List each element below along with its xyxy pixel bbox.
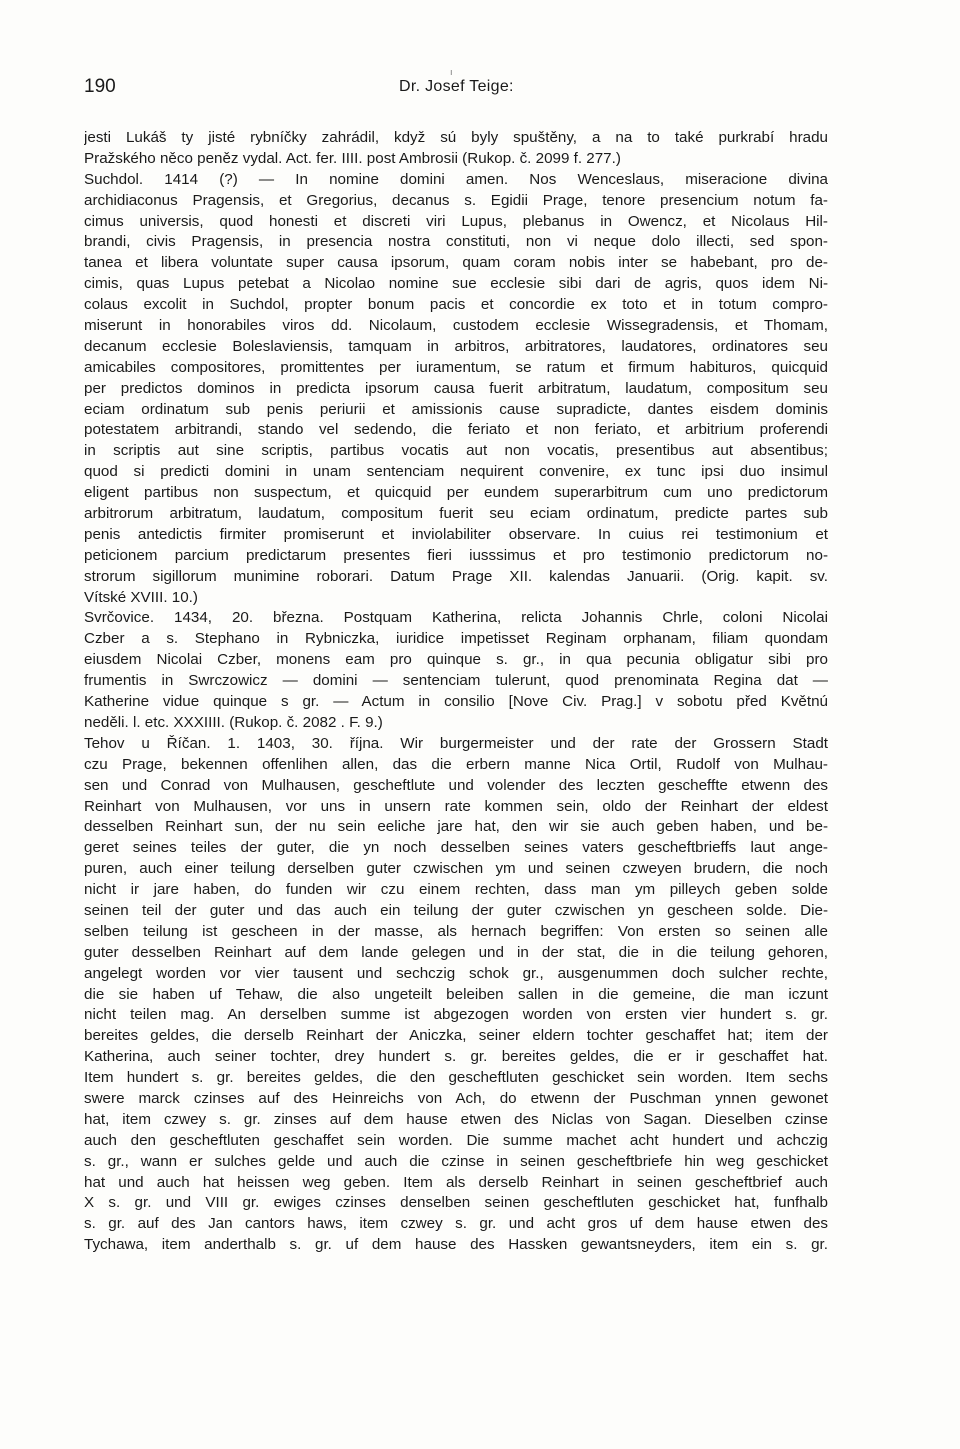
text-line: selben teilung ist gescheen in der masse, als hernach begriffen: Von ersten so seinen alle xyxy=(84,922,828,940)
text-line: amicabiles compositores, promittentes per iuramentum, se ratum et firmum habituros, quicquid xyxy=(84,358,828,376)
text-line: brandi, civis Pragensis, in presencia nostra constituti, non vi neque dolo illecti, sed spon- xyxy=(84,233,828,251)
text-line: cimis, quas Lupus petebat a Nicolao nomine sue ecclesie sibi dari de agris, quos idem Ni- xyxy=(84,275,828,293)
text-line: desselben Reinhart sun, der nu sein eeliche jare hat, den wir sie auch geben haben, und be- xyxy=(84,818,828,836)
page-number: 190 xyxy=(84,76,116,97)
text-line: archidiaconus Pragensis, et Gregorius, decanus s. Egidii Prage, tenore presencium notum fa- xyxy=(84,191,828,209)
text-line: sen und Conrad von Mulhausen, gescheftlute und volender des leczten gescheffte etwenn des xyxy=(84,776,828,794)
text-line: miserunt in honorabiles viros dd. Nicolaum, custodem ecclesie Wissegradensis, et Thomam, xyxy=(84,317,828,335)
text-line: strorum sigillorum munimine roborari. Datum Prage XII. kalendas Januarii. (Orig. kapit. sv. xyxy=(84,567,828,585)
text-line: bereites geldes, die derselb Reinhart der Aniczka, seiner eldern tochter geschaffet hat; item der xyxy=(84,1027,828,1045)
text-line: Tehov u Říčan. 1. 1403, 30. října. Wir burgermeister und der rate der Grossern Stadt xyxy=(84,734,828,752)
text-line: cimus universis, quod honesti et discreti viri Lupus, plebanus in Owencz, et Nicolaus Hil- xyxy=(84,212,828,230)
text-line: Katherina, auch seiner tochter, drey hundert s. gr. bereites geldes, die er ir geschaffet hat. xyxy=(84,1048,828,1066)
running-head: Dr. Josef Teige: xyxy=(399,78,514,95)
text-line: Tychawa, item anderthalb s. gr. uf dem hause des Hassken gewantsneyders, item ein s. gr. xyxy=(84,1236,828,1254)
text-line: czu Prage, bekennen offenlihen allen, das die erbern manne Nica Ortil, Rudolf von Mulhau- xyxy=(84,755,828,773)
text-line: Suchdol. 1414 (?) — In nomine domini amen. Nos Wenceslaus, miseracione divina xyxy=(84,170,828,188)
text-line: peticionem parcium predictarum presentes fieri iusssimus et pro testimonio predictorum no- xyxy=(84,546,828,564)
text-line: tanea et libera voluntate super causa ipsorum, quam coram nobis inter se habebant, pro de- xyxy=(84,254,828,272)
text-line: Czber a s. Stephano in Rybniczka, iuridice impetisset Reginam orphanam, filiam quondam xyxy=(84,630,828,648)
text-line: eligent partibus non suspectum, et quicquid per eundem superarbitrum cum uno predictorum xyxy=(84,484,828,502)
text-line: neděli. l. etc. XXXIIII. (Rukop. č. 2082 . F. 9.) xyxy=(84,713,383,731)
page-header xyxy=(84,76,850,106)
text-line: arbitrorum arbitratum, laudatum, compositum fuerit seu eciam ordinatum, predicte partes sub xyxy=(84,505,828,523)
text-line: eciam ordinatum sub penis periurii et amissionis cause supradicte, dantes eisdem dominis xyxy=(84,400,828,418)
text-line: decanum ecclesie Boleslaviensis, tamquam in arbitros, arbitratores, laudatores, ordinatores seu xyxy=(84,337,828,355)
text-line: s. gr., wann er sulches gelde und auch die czinse in seinen gescheftbriefe hin weg geschicket xyxy=(84,1152,828,1170)
text-line: hat und auch hat heissen weg geben. Item als derselb Reinhart in seinen gescheftbrief auch xyxy=(84,1173,828,1191)
text-line: Katherine vidue quinque s gr. — Actum in consilio [Nove Civ. Prag.] v sobotu před Květnú xyxy=(84,693,828,711)
text-line: colaus excolit in Suchdol, propter bonum pacis et concordie ex toto et in totum compro- xyxy=(84,296,828,314)
text-line: puren, auch einer teilung derselben guter czwischen ym und seinen czweyen brudern, die noch xyxy=(84,860,828,878)
text-line: seinen teil der guter und das auch ein teilung der guter czwischen yn gescheen solde. Die- xyxy=(84,901,828,919)
text-line: Svrčovice. 1434, 20. března. Postquam Katherina, relicta Johannis Chrle, coloni Nicolai xyxy=(84,609,828,627)
scan-speck: ı xyxy=(450,68,453,78)
text-line: Pražského něco peněz vydal. Act. fer. IIII. post Ambrosii (Rukop. č. 2099 f. 277.) xyxy=(84,149,621,167)
text-line: penis antedictis firmiter promiserunt et inviolabiliter observare. In cuius rei testimonium et xyxy=(84,525,828,543)
text-line: nicht teilen mag. An derselben summe ist abgezogen worden von ersten vier hundert s. gr. xyxy=(84,1006,828,1024)
text-line: s. gr. auf des Jan cantors haws, item czwey s. gr. und acht gros uf dem hause etwen des xyxy=(84,1215,828,1233)
text-line: per predictos dominos in predicta ipsorum causa fuerit arbitratum, laudatum, compositum seu xyxy=(84,379,828,397)
text-line: nicht ir jare haben, do funden wir czu einem rechten, dass man ym pilleych geben solde xyxy=(84,881,828,899)
text-line: die sie haben uf Tehaw, die also ungeteilt beleiben sallen in die gemeine, die man iczunt xyxy=(84,985,828,1003)
text-line: quod si predicti domini in unam sentenciam nequirent convenire, ex tunc ipsi duo insimul xyxy=(84,463,828,481)
text-line: frumentis in Swrczowicz — domini — sentenciam tulerunt, quod prenominata Regina dat — xyxy=(84,672,828,690)
text-line: hat, item czwey s. gr. zinses auf dem hause etwen des Niclas von Sagan. Dieselben czinse xyxy=(84,1110,828,1128)
text-line: eiusdem Nicolai Czber, monens eam pro quinque s. gr., in qua pecunia obligatur sibi pro xyxy=(84,651,828,669)
text-line: potestatem arbitrandi, stando vel sedendo, die feriato et non feriato, et arbitrium proferendi xyxy=(84,421,828,439)
text-line: auch den gescheftluten geschaffet sein worden. Die summe machet acht hundert und achczig xyxy=(84,1131,828,1149)
text-line: Vítské XVIII. 10.) xyxy=(84,588,198,606)
text-line: jesti Lukáš ty jisté rybníčky zahrádil, když sú byly spuštěny, a na to také purkrabí hradu xyxy=(84,129,828,146)
text-line: guter desselben Reinhart auf dem lande gelegen und in der stat, die in die teilung gehoren, xyxy=(84,943,828,961)
text-line: Item hundert s. gr. bereites geldes, die den gescheftluten geschicket sein worden. Item sechs xyxy=(84,1069,828,1087)
text-line: Reinhart von Mulhausen, vor uns in unsern rate kommen sein, oldo der Reinhart der eldest xyxy=(84,797,828,815)
text-line: in scriptis aut sine scriptis, partibus vocatis aut non vocatis, presentibus aut absentibus; xyxy=(84,442,828,460)
text-line: X s. gr. und VIII gr. ewiges czinses denselben seinen gescheftluten geschicket hat, funfhalb xyxy=(84,1194,828,1212)
text-line: angelegt worden vor vier tausent und sechczig schok gr., ausgenummen doch sulcher rechte, xyxy=(84,964,828,982)
text-line: geret seines teiles der guter, die yn noch desselben seines vaters gescheftbrieffs laut ange- xyxy=(84,839,828,857)
text-line: swere marck czinses auf des Heinreichs von Ach, do etwenn der Puschman ynnen gewonet xyxy=(84,1089,828,1107)
body-text xyxy=(84,128,828,1256)
